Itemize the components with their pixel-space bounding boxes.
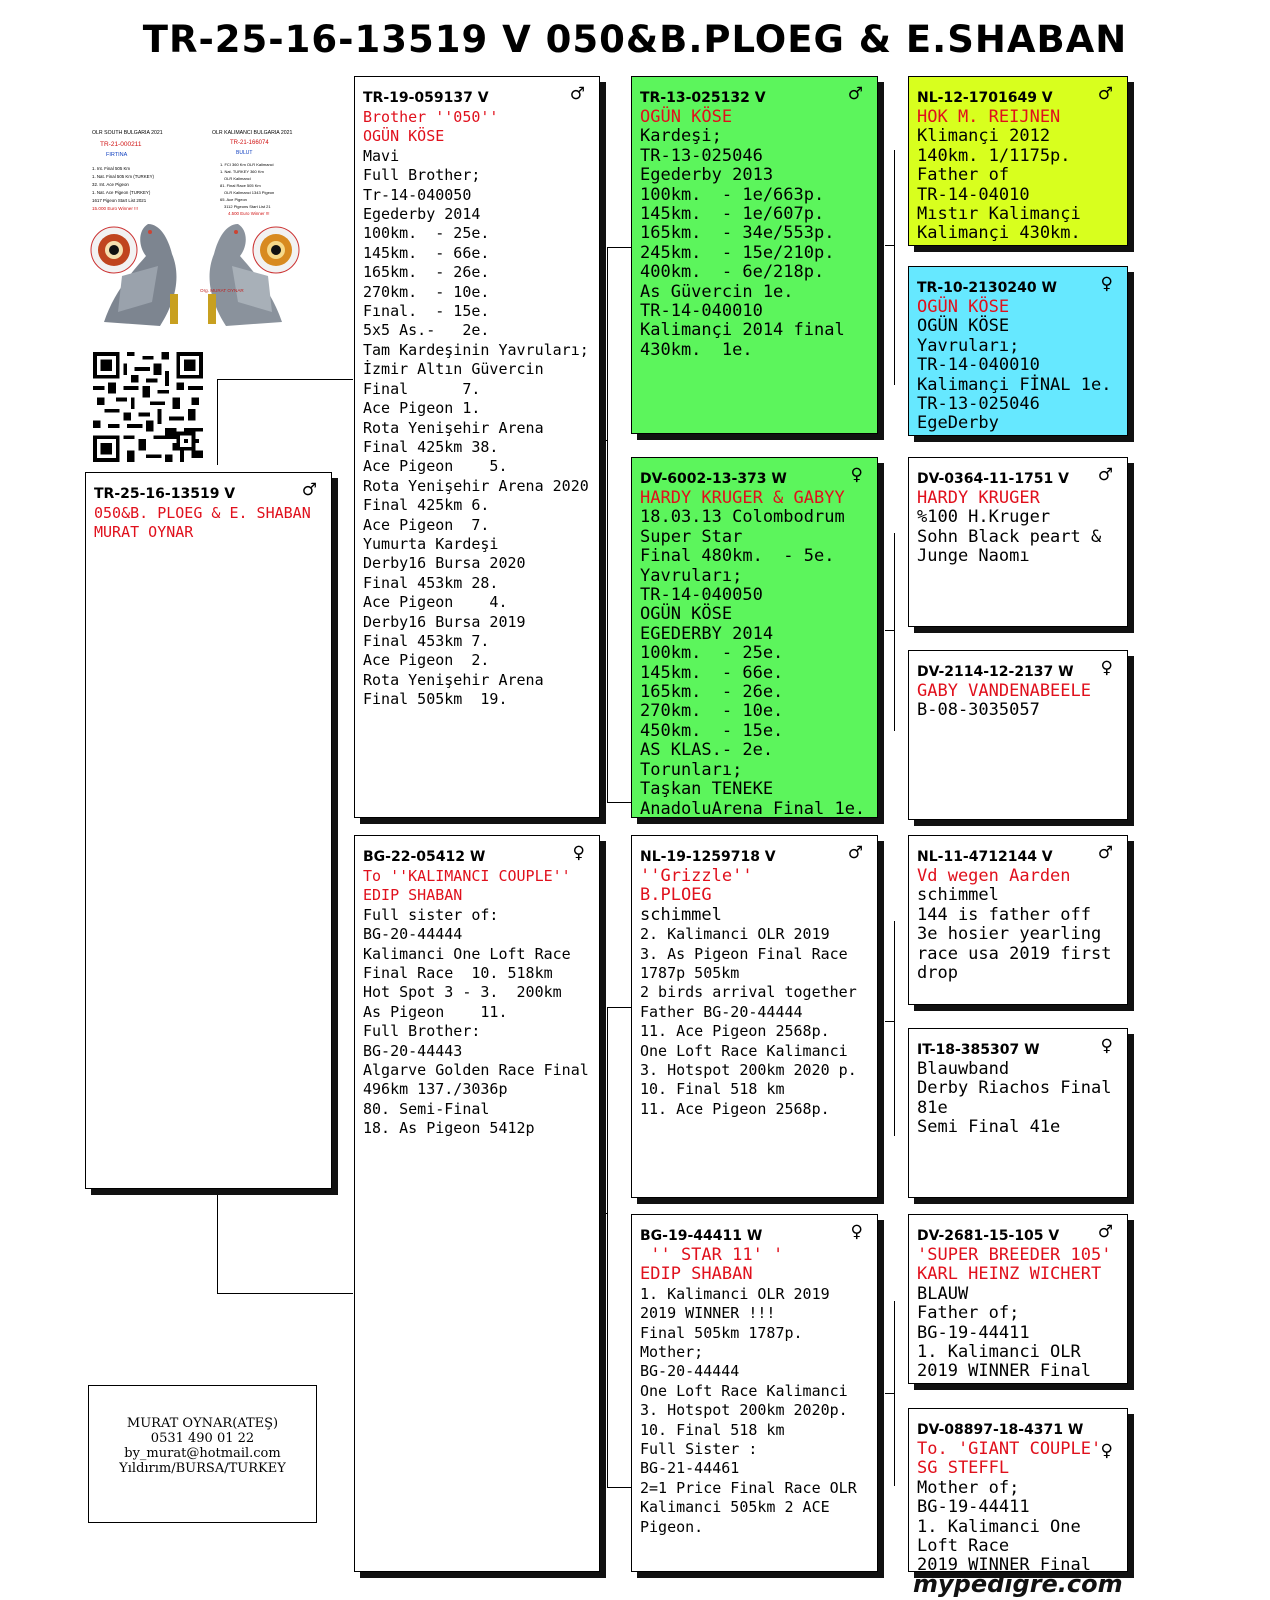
- detail-line: Father of;: [917, 1303, 1020, 1324]
- detail-line: BG-21-44461: [640, 1459, 740, 1478]
- grandsire-sire-side-box: [631, 76, 878, 434]
- bird-details: [917, 867, 1119, 983]
- detail-line: Hot Spot 3 - 3. 200km: [363, 983, 562, 1002]
- dam-box: [354, 835, 600, 1572]
- detail-line: TR-14-040050: [640, 585, 763, 606]
- connector-line: [607, 1487, 631, 1488]
- male-symbol-icon: ♂: [569, 84, 585, 104]
- detail-line: B-08-3035057: [917, 700, 1040, 721]
- detail-line: Mother;: [640, 1343, 704, 1362]
- detail-line: 496km 137./3036p: [363, 1080, 508, 1099]
- detail-line: GABY VANDENABEELE: [917, 681, 1091, 701]
- detail-line: Super Star: [640, 526, 743, 547]
- detail-line: race usa 2019 first: [917, 943, 1112, 964]
- detail-line: Father of: [917, 165, 1010, 186]
- connector-line: [885, 630, 895, 631]
- detail-line: Ace Pigeon 2.: [363, 651, 490, 670]
- detail-line: Tr-14-040050: [363, 185, 472, 204]
- ad-right-name: BULUT: [236, 150, 253, 156]
- great-grandparent-box-4: [908, 650, 1128, 820]
- connector-line: [885, 1393, 895, 1394]
- detail-line: BG-19-44411: [917, 1497, 1030, 1518]
- male-symbol-icon: ♂: [847, 84, 863, 104]
- ring-number: DV-0364-11-1751 V: [917, 471, 1069, 487]
- connector-line: [607, 247, 608, 802]
- detail-line: 1787p 505km: [640, 964, 740, 983]
- detail-line: 18. As Pigeon 5412p: [363, 1119, 535, 1138]
- pigeon-photo-right: [208, 224, 299, 326]
- detail-line: Junge Naomı: [917, 546, 1030, 567]
- detail-line: İzmir Altın Güvercin: [363, 360, 544, 379]
- bird-details: [640, 867, 869, 1119]
- bird-details: [917, 298, 1119, 434]
- detail-line: Fınal. - 15e.: [363, 302, 490, 321]
- ad-right-result: 81. Final Race 505 Km: [220, 183, 261, 188]
- detail-line: 050&B. PLOEG & E. SHABAN: [94, 504, 311, 522]
- detail-line: Ace Pigeon 4.: [363, 593, 508, 612]
- detail-line: 430km. 1e.: [640, 339, 753, 360]
- detail-line: 165km. - 26e.: [640, 682, 784, 703]
- detail-line: BG-20-44444: [640, 1362, 740, 1381]
- detail-line: 145km. - 1e/607p.: [640, 204, 825, 225]
- detail-line: Full Brother:: [363, 1022, 481, 1041]
- detail-line: 10. Final 518 km: [640, 1080, 785, 1099]
- detail-line: 1. Kalimanci OLR: [917, 1342, 1081, 1363]
- detail-line: Kardeşi;: [640, 126, 722, 147]
- sire-box: [354, 76, 600, 818]
- detail-line: Kalimanci One Loft Race: [363, 944, 571, 963]
- subject-box: [85, 472, 332, 1189]
- detail-line: Torunları;: [640, 759, 743, 780]
- detail-line: 18.03.13 Colombodrum: [640, 507, 845, 528]
- detail-line: Final Race 10. 518km: [363, 964, 553, 983]
- detail-line: 245km. - 15e/210p.: [640, 242, 835, 263]
- detail-line: schimmel: [640, 904, 722, 925]
- bird-details: [640, 108, 869, 360]
- ad-left-result: 1. Int. Final 505 Km: [92, 166, 131, 171]
- detail-line: 'SUPER BREEDER 105': [917, 1245, 1112, 1265]
- detail-line: 3. Hotspot 200km 2020p.: [640, 1401, 848, 1420]
- detail-line: 81e: [917, 1097, 948, 1118]
- detail-line: Ace Pigeon 5.: [363, 457, 508, 476]
- owner-phone: 0531 490 01 22: [150, 1431, 255, 1446]
- detail-line: 100km. - 25e.: [363, 224, 490, 243]
- great-grandparent-box-2: [908, 266, 1128, 436]
- female-symbol-icon: ♀: [850, 1222, 863, 1242]
- female-symbol-icon: ♀: [572, 843, 585, 863]
- detail-line: Final 453km 28.: [363, 573, 499, 592]
- detail-line: 450km. - 15e.: [640, 720, 784, 741]
- male-symbol-icon: ♂: [301, 480, 317, 500]
- detail-line: 165km. - 34e/553p.: [640, 223, 835, 244]
- detail-line: 2019 WINNER !!!: [640, 1304, 776, 1323]
- great-grandparent-box-1: [908, 76, 1128, 246]
- detail-line: Mother of;: [917, 1477, 1020, 1498]
- ad-right: [212, 130, 293, 216]
- detail-line: 140km. 1/1175p.: [917, 145, 1071, 166]
- grandsire-dam-side-box: [631, 835, 878, 1198]
- detail-line: Egederby 2014: [363, 205, 481, 224]
- detail-line: 2 birds arrival together: [640, 983, 857, 1002]
- detail-line: Rota Yenişehir Arena 2020: [363, 476, 589, 495]
- connector-line: [217, 1293, 353, 1294]
- connector-line: [217, 379, 353, 380]
- ring-number: IT-18-385307 W: [917, 1042, 1040, 1058]
- detail-line: 145km. - 66e.: [363, 243, 490, 262]
- detail-line: 11. Ace Pigeon 2568p.: [640, 1099, 830, 1118]
- detail-line: AnadoluArena Final 1e.: [640, 798, 866, 818]
- detail-line: To ''KALIMANCI COUPLE'': [363, 867, 571, 885]
- detail-line: Full Brother;: [363, 166, 481, 185]
- detail-line: Rota Yenişehir Arena: [363, 670, 544, 689]
- detail-line: Kalimançi FİNAL 1e.: [917, 374, 1112, 395]
- ring-number: TR-10-2130240 W: [917, 280, 1057, 296]
- detail-line: Full sister of:: [363, 905, 499, 924]
- detail-line: As Pigeon 11.: [363, 1002, 508, 1021]
- detail-line: 5x5 As.- 2e.: [363, 321, 490, 340]
- detail-line: MURAT OYNAR: [94, 523, 194, 542]
- detail-line: B.PLOEG: [640, 885, 712, 906]
- detail-line: BG-19-44411: [917, 1322, 1030, 1343]
- male-symbol-icon: ♂: [1097, 843, 1113, 863]
- ring-number: NL-11-4712144 V: [917, 849, 1053, 865]
- detail-line: Full Sister :: [640, 1440, 758, 1459]
- detail-line: Mavi: [363, 146, 400, 165]
- detail-line: AS KLAS.- 2e.: [640, 740, 774, 761]
- detail-line: Derby16 Bursa 2020: [363, 554, 526, 573]
- female-symbol-icon: ♀: [1100, 1036, 1113, 1056]
- detail-line: Rota Yenişehir Arena: [363, 418, 544, 437]
- detail-line: OGÜN KÖSE: [917, 297, 1010, 317]
- detail-line: As Güvercin 1e.: [640, 281, 794, 302]
- bird-details: [94, 504, 323, 543]
- detail-line: Brother ''050'': [363, 108, 499, 126]
- connector-line: [885, 245, 895, 246]
- connector-line: [894, 150, 895, 385]
- detail-line: TR-14-04010: [917, 184, 1030, 205]
- detail-line: 3. As Pigeon Final Race: [640, 944, 848, 963]
- detail-line: Ace Pigeon 1.: [363, 399, 481, 418]
- detail-line: SG STEFFL: [917, 1458, 1010, 1479]
- detail-line: 1. Kalimanci One: [917, 1516, 1081, 1537]
- detail-line: BG-20-44443: [363, 1041, 463, 1060]
- detail-line: OGÜN KÖSE: [640, 604, 733, 625]
- detail-line: HARDY KRUGER & GABYY: [640, 488, 845, 508]
- bird-details: [917, 1440, 1119, 1572]
- great-grandparent-box-7: [908, 1214, 1128, 1384]
- connector-line: [599, 1213, 608, 1214]
- ring-number: BG-22-05412 W: [363, 849, 486, 865]
- detail-line: HOK M. REIJNEN: [917, 107, 1061, 127]
- connector-line: [894, 921, 895, 1136]
- detail-line: schimmel: [917, 885, 999, 906]
- owner-location: Yıldırım/BURSA/TURKEY: [119, 1461, 286, 1476]
- male-symbol-icon: ♂: [1097, 1222, 1113, 1242]
- bird-details: [917, 108, 1119, 244]
- detail-line: 10. Final 518 km: [640, 1420, 785, 1439]
- male-symbol-icon: ♂: [847, 843, 863, 863]
- detail-line: '' STAR 11' ': [640, 1245, 784, 1265]
- female-symbol-icon: ♀: [1100, 658, 1113, 678]
- detail-line: ''Grizzle'': [640, 866, 753, 886]
- ring-number: TR-25-16-13519 V: [94, 486, 236, 502]
- ad-left-result: 15.000 Euro Winner !!!: [92, 206, 138, 211]
- ring-number: DV-6002-13-373 W: [640, 471, 787, 487]
- ad-left: [92, 130, 163, 211]
- ring-number: TR-13-025132 V: [640, 90, 766, 106]
- ring-number: NL-12-1701649 V: [917, 90, 1053, 106]
- detail-line: 1. Kalimanci OLR 2019: [640, 1284, 830, 1303]
- detail-line: %100 H.Kruger: [917, 507, 1051, 528]
- pedigree-title: TR-25-16-13519 V 050&B.PLOEG & E.SHABAN: [142, 18, 1128, 61]
- ad-right-ring: TR-21-166074: [230, 140, 269, 146]
- detail-line: 144 is father off: [917, 904, 1091, 925]
- owner-email: by_murat@hotmail.com: [124, 1446, 281, 1461]
- detail-line: OGÜN KÖSE: [363, 127, 445, 146]
- great-grandparent-box-5: [908, 835, 1128, 1005]
- detail-line: 400km. - 6e/218p.: [640, 262, 825, 283]
- detail-line: One Loft Race Kalimanci: [640, 1381, 848, 1400]
- detail-line: One Loft Race Kalimanci: [640, 1041, 848, 1060]
- detail-line: Yavruları;: [917, 335, 1020, 356]
- granddam-sire-side-box: [631, 457, 878, 818]
- female-symbol-icon: ♀: [1100, 1441, 1113, 1461]
- detail-line: Yumurta Kardeşi: [363, 534, 499, 553]
- connector-line: [607, 1007, 631, 1008]
- detail-line: TR-14-040010: [640, 301, 763, 322]
- ring-number: DV-08897-18-4371 W: [917, 1422, 1084, 1438]
- ad-right-title: OLR KALIMANCI BULGARIA 2021: [212, 130, 293, 136]
- detail-line: Algarve Golden Race Final: [363, 1061, 589, 1080]
- connector-line: [607, 802, 631, 803]
- detail-line: Blauwband: [917, 1059, 1010, 1079]
- detail-line: 270km. - 10e.: [363, 282, 490, 301]
- female-symbol-icon: ♀: [1100, 274, 1113, 294]
- site-watermark: mypedigre.com: [913, 1570, 1123, 1598]
- male-symbol-icon: ♂: [1097, 465, 1113, 485]
- great-grandparent-box-6: [908, 1028, 1128, 1198]
- ad-right-result: 1. Nat. TURKEY 360 Km: [220, 169, 264, 174]
- bird-details: [363, 108, 591, 710]
- detail-line: 2=1 Price Final Race OLR: [640, 1478, 857, 1497]
- detail-line: Final 7.: [363, 379, 481, 398]
- detail-line: TR-13-025046: [640, 145, 763, 166]
- detail-line: drop: [917, 963, 958, 984]
- detail-line: Taşkan TENEKE: [640, 779, 774, 800]
- detail-line: Tam Kardeşinin Yavruları;: [363, 340, 589, 359]
- ad-left-result: 32. Int. Ace Pigeon: [92, 182, 129, 187]
- ad-right-result: 3112 Pigeons Start List 21: [224, 204, 271, 209]
- bird-details: [917, 489, 1119, 567]
- detail-line: KARL HEINZ WICHERT: [917, 1264, 1102, 1285]
- ad-left-result: 1617 Pigeon Start List 2021: [92, 198, 147, 203]
- detail-line: Pigeon.: [640, 1517, 704, 1536]
- owner-name: MURAT OYNAR(ATEŞ): [126, 1416, 279, 1431]
- detail-line: 100km. - 25e.: [640, 643, 784, 664]
- great-grandparent-box-3: [908, 457, 1128, 627]
- detail-line: TR-13-025046: [917, 394, 1040, 415]
- ad-right-result: 65. Ace Pigeon: [220, 197, 247, 202]
- connector-line: [217, 379, 218, 465]
- bird-details: [917, 682, 1119, 721]
- detail-line: EDIP SHABAN: [363, 886, 463, 905]
- detail-line: Father BG-20-44444: [640, 1002, 803, 1021]
- detail-line: 3. Hotspot 200km 2020 p.: [640, 1061, 857, 1080]
- detail-line: EgeDerby: [917, 413, 999, 434]
- detail-line: BLAUW: [917, 1283, 969, 1304]
- ad-right-result: 4.500 Euro Winner !!!: [228, 211, 270, 216]
- detail-line: HARDY KRUGER: [917, 488, 1040, 508]
- ring-number: BG-19-44411 W: [640, 1228, 763, 1244]
- male-symbol-icon: ♂: [1097, 84, 1113, 104]
- detail-line: Final 425km 38.: [363, 437, 499, 456]
- detail-line: Mıstır Kalimançi: [917, 204, 1081, 225]
- detail-line: Kalimançi 2014 final: [640, 320, 845, 341]
- ad-right-result: OLR Kalimanci: [224, 176, 251, 181]
- pigeon-photo-left: [91, 224, 178, 326]
- ad-right-result: 1. FCI 360 Km OLR Kalimanci: [220, 162, 274, 167]
- detail-line: Loft Race: [917, 1536, 1010, 1557]
- bird-details: [640, 489, 869, 818]
- detail-line: Ace Pigeon 7.: [363, 515, 490, 534]
- detail-line: Final 505km 19.: [363, 690, 508, 709]
- ad-right-result: OLR Kalimanci 1343 Pigeon: [224, 190, 275, 195]
- ad-signature: Org. MURAT OYNAR: [200, 288, 244, 293]
- detail-line: Kalimanci 505km 2 ACE: [640, 1498, 830, 1517]
- detail-line: Derby16 Bursa 2019: [363, 612, 526, 631]
- connector-line: [885, 1021, 895, 1022]
- detail-line: 2019 WINNER Final: [917, 1361, 1091, 1382]
- ring-number: TR-19-059137 V: [363, 90, 489, 106]
- ad-left-name: FIRTINA: [106, 152, 128, 158]
- ring-number: DV-2114-12-2137 W: [917, 664, 1074, 680]
- detail-line: 270km. - 10e.: [640, 701, 784, 722]
- detail-line: Vd wegen Aarden: [917, 866, 1071, 886]
- detail-line: Derby Riachos Final: [917, 1078, 1112, 1099]
- connector-line: [599, 440, 608, 441]
- detail-line: Klimançi 2012: [917, 126, 1051, 147]
- connector-line: [217, 1189, 218, 1294]
- detail-line: Final 480km. - 5e.: [640, 546, 835, 567]
- contact-box: [88, 1385, 317, 1523]
- detail-line: OGÜN KÖSE: [917, 316, 1010, 337]
- ad-left-title: OLR SOUTH BULGARIA 2021: [92, 130, 163, 136]
- detail-line: Final 505km 1787p.: [640, 1323, 803, 1342]
- ring-number: NL-19-1259718 V: [640, 849, 776, 865]
- detail-line: 11. Ace Pigeon 2568p.: [640, 1022, 830, 1041]
- bird-details: [917, 1060, 1119, 1138]
- detail-line: 3e hosier yearling: [917, 924, 1102, 945]
- ad-panel: [88, 126, 304, 344]
- detail-line: TR-14-040010: [917, 355, 1040, 376]
- connector-line: [894, 533, 895, 731]
- ad-left-ring: TR-21-000211: [100, 141, 142, 148]
- bird-details: [640, 1246, 869, 1537]
- ad-left-result: 1. Nat. Final 505 Km (TURKEY): [92, 174, 154, 179]
- detail-line: Final 425km 6.: [363, 496, 490, 515]
- detail-line: OGÜN KÖSE: [640, 107, 733, 127]
- detail-line: 145km. - 66e.: [640, 662, 784, 683]
- detail-line: Kalimançi 430km.: [917, 223, 1081, 244]
- detail-line: Sohn Black peart &: [917, 526, 1102, 547]
- bird-details: [917, 1246, 1119, 1382]
- granddam-dam-side-box: [631, 1214, 878, 1572]
- detail-line: 80. Semi-Final: [363, 1099, 490, 1118]
- detail-line: 100km. - 1e/663p.: [640, 184, 825, 205]
- detail-line: Semi Final 41e: [917, 1117, 1061, 1138]
- detail-line: 2. Kalimanci OLR 2019: [640, 925, 830, 944]
- qr-code[interactable]: [93, 352, 203, 462]
- detail-line: Egederby 2013: [640, 165, 774, 186]
- connector-line: [607, 1007, 608, 1487]
- detail-line: Yavruları;: [640, 565, 743, 586]
- female-symbol-icon: ♀: [850, 465, 863, 485]
- ad-left-result: 1. Nat. Ace Pigeon (TURKEY): [92, 190, 151, 195]
- detail-line: 2019 WINNER Final: [917, 1555, 1091, 1572]
- detail-line: EGEDERBY 2014: [640, 623, 774, 644]
- bird-details: [363, 867, 591, 1139]
- detail-line: BG-20-44444: [363, 925, 463, 944]
- connector-line: [607, 247, 631, 248]
- detail-line: EDIP SHABAN: [640, 1264, 753, 1285]
- great-grandparent-box-8: [908, 1408, 1128, 1572]
- detail-line: 165km. - 26e.: [363, 263, 490, 282]
- ring-number: DV-2681-15-105 V: [917, 1228, 1060, 1244]
- detail-line: To. 'GIANT COUPLE': [917, 1439, 1102, 1459]
- detail-line: Final 453km 7.: [363, 631, 490, 650]
